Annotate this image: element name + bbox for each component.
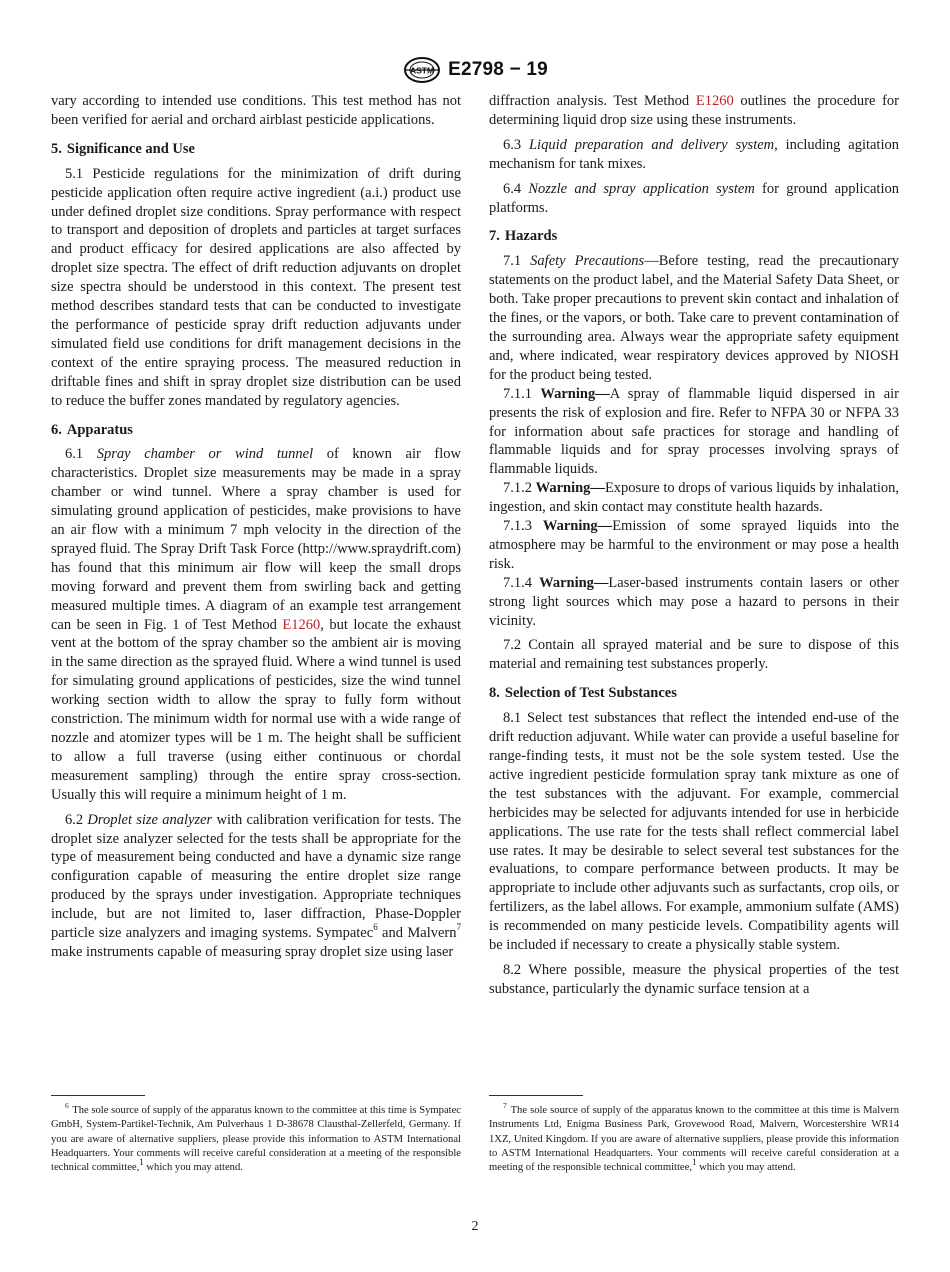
italic-term: Safety Precautions [530, 253, 645, 270]
section-title: Significance and Use [66, 140, 195, 157]
footnote-divider-right [489, 1095, 583, 1096]
paragraph-7-1-1: 7.1.1 Warning—A spray of flammable liquid dispersed in air presents the risk of explosion and fire. Refer to NFPA 30 or NFPA 33 for information about safe practices for storage and handling of flammable liquids and for spray processes involving sprays of flammable liquids. [489, 385, 899, 478]
paragraph-7-1-3: 7.1.3 Warning—Emission of some sprayed liquids into the atmosphere may be harmful to the environment or may pose a health risk. [489, 518, 899, 572]
section-number: 7. [489, 228, 500, 245]
warning-label: Warning— [540, 385, 610, 402]
section-heading-5 [51, 140, 461, 159]
footnote-reference: 7 [456, 922, 461, 933]
page-header [0, 56, 950, 84]
footnote-text: The sole source of supply of the apparatus known to the committee at this time is Sympatec GmbH, System-Partikel-Technik, Am Pulverhaus 1 D-38678 Clausthal-Zellerfeld, Germany. If you are aware of alternative suppliers, please provide this information to ASTM International Headquarters. Your comments will receive careful consideration at a meeting of the responsible technical committee,$^1$ which you may attend. [51, 1105, 461, 1174]
page-number: 2 [471, 1219, 479, 1234]
section-title: Hazards [504, 228, 558, 245]
logo-lettering: ASTM [410, 65, 435, 76]
footnote-reference: 6 [373, 922, 378, 933]
paragraph-7-2: 7.2 Contain all sprayed material and be sure to dispose of this material and remaining test substances properly. [489, 637, 899, 673]
footnote-mark: 6 [65, 1101, 69, 1110]
section-title: Apparatus [66, 421, 133, 438]
footnote-mark: 7 [503, 1101, 507, 1110]
paragraph-6-2: 6.2 Droplet size analyzer with calibration verification for tests. The droplet size analyzer selected for the tests shall be appropriate for the type of measurement being conducted and have a dynamic size range configuration capable of measuring the entire droplet size range produced by the sprays under investigation. Appropriate techniques include, but are not limited to, laser diffraction, Phase-Doppler particle size analyzers and imaging systems. Sympatec$^6$ and Malvern$^7$ make instruments capable of measuring spray droplet size using laser [51, 811, 462, 960]
italic-term: Droplet size analyzer [87, 811, 213, 828]
warning-label: Warning— [535, 480, 605, 497]
document-id: E2798 − 19 [448, 59, 548, 80]
paragraph-6-3: 6.3 Liquid preparation and delivery system, including agitation mechanism for tank mixes. [489, 136, 899, 172]
footnote-divider-left [51, 1095, 145, 1096]
paragraph-5-1: 5.1 Pesticide regulations for the minimization of drift during pesticide application often require active ingredient (a.i.) product use under defined droplet size conditions. Spray performance with respect to transport and deposition of droplets and particles at target surfaces and product efficacy for desired applications are also affected by droplet size spectra. The effect of drift reduction adjuvants on droplet size spectra should be understood in this context. The present test method describes standard tests that can be conducted to investigate the performance of pesticide spray drift reduction adjuvants under simulated field use conditions for drift management decisions in the context of the entire spraying process. The measured reduction in driftable fines and shift in spray droplet size distribution can be used to reduce the buffer zones mandated by regulatory agencies. [51, 165, 461, 409]
standard-reference-link[interactable]: E1260 [282, 616, 321, 633]
paragraph-7-1: 7.1 Safety Precautions—Before testing, read the precautionary statements on the product label, and the Material Safety Data Sheet, or both. Take proper precautions to prevent skin contact and inhalation of the fines, or the vapors, or both. Take care to prevent contamination of the surrounding area. Always wear the appropriate safety equipment and, where indicated, wear respiratory devices approved by NIOSH for the product being tested. [489, 253, 899, 383]
astm-logo-icon [402, 56, 442, 84]
paragraph-7-1-4: 7.1.4 Warning—Laser-based instruments contain lasers or other strong light sources which may pose a hazard to persons in their vicinity. [489, 574, 900, 629]
right-column [489, 92, 899, 1005]
paragraph-8-2: 8.2 Where possible, measure the physical properties of the test substance, particularly the dynamic surface tension at a [489, 961, 899, 997]
section-heading-6 [51, 421, 461, 440]
paragraph-6-1: 6.1 Spray chamber or wind tunnel of known air flow characteristics. Droplet size measurements may be made in a spray chamber or wind tunnel. Where a spray chamber is used for simulating ground application of pesticides, make provisions to have an air flow with a minimum 7 mph velocity in the direction of the sprayed fluid. The Spray Drift Task Force (http://www.spraydrift.com) has found that this minimum air flow will keep the small drops moving forward and prevent them from swirling back and getting measured multiple times. A diagram of an example test arrangement can be seen in Fig. 1 of Test Method E1260, but locate the exhaust vent at the bottom of the spray chamber so the ambient air is moving in the same direction as the sprayed fluid. Where a wind tunnel is used for simulating ground applications of pesticides, size the wind tunnel working section width to allow the spray to fully form without constriction. The minimum width for normal use with a wide range of nozzle and atomizer types will be 1 m. The height shall be sufficient to allow a full traverse (using either continuous or chordal measurement sampling) through the entire spray cross-section. Usually this will require a minimum height of 1 m. [51, 446, 462, 803]
section-heading-8 [489, 684, 899, 703]
warning-label: Warning— [542, 518, 613, 535]
footnote-7 [489, 1101, 899, 1175]
paragraph-8-1: 8.1 Select test substances that reflect the intended end-use of the drift reduction adjuvant. While water can provide a useful baseline for range-finding tests, it must not be the sole system tested. Use the active ingredient pesticide formulation spray tank mixture as one of the test substances with the adjuvant. For example, commercial herbicides may be selected for adjuvants intended for use in herbicide applications. The use rate for the tests shall reflect commercial label use rates. It may be desirable to select several test substances for the evaluations, to compare performance between products. It may be appropriate to include other adjuvants such as surfactants, crop oils, or fertilizers, as the label allows. For example, ammonium sulfate (AMS) is recommended on many pesticide levels. Compatibility agents will be included if necessary to create a physically stable system. [489, 710, 899, 954]
continued-paragraph: diffraction analysis. Test Method E1260 outlines the procedure for determining liquid drop size using these instruments. [489, 93, 899, 128]
section-title: Selection of Test Substances [504, 685, 677, 702]
footnote-text: The sole source of supply of the apparatus known to the committee at this time is Malvern Instruments Ltd, Enigma Business Park, Grovewood Road, Malvern, Worcestershire WR14 1XZ, United Kingdom. If you are aware of alternative suppliers, please provide this information to ASTM International Headquarters. Your comments will receive careful consideration at a meeting of the responsible technical committee,$^1$ which you may attend. [489, 1105, 899, 1174]
warning-label: Warning— [539, 574, 609, 591]
footnote-6 [51, 1101, 461, 1175]
paragraph-6-4: 6.4 Nozzle and spray application system for ground application platforms. [489, 180, 899, 216]
italic-term: Nozzle and spray application system [528, 180, 755, 197]
standard-reference-link[interactable]: E1260 [695, 93, 734, 109]
paragraph-7-1-2: 7.1.2 Warning—Exposure to drops of various liquids by inhalation, ingestion, and skin contact may constitute health hazards. [489, 480, 899, 516]
italic-term: Spray chamber or wind tunnel [96, 446, 314, 463]
section-heading-7 [489, 227, 899, 246]
footnote-reference: 1 [139, 1156, 144, 1167]
continued-paragraph: vary according to intended use conditions. This test method has not been verified for aerial and orchard airblast pesticide applications. [51, 93, 461, 128]
footnote-reference: 1 [691, 1156, 697, 1167]
italic-term: Liquid preparation and delivery system, [528, 136, 778, 153]
section-number: 8. [489, 685, 500, 702]
left-column [51, 92, 461, 968]
section-number: 5. [51, 140, 62, 157]
section-number: 6. [51, 421, 62, 438]
